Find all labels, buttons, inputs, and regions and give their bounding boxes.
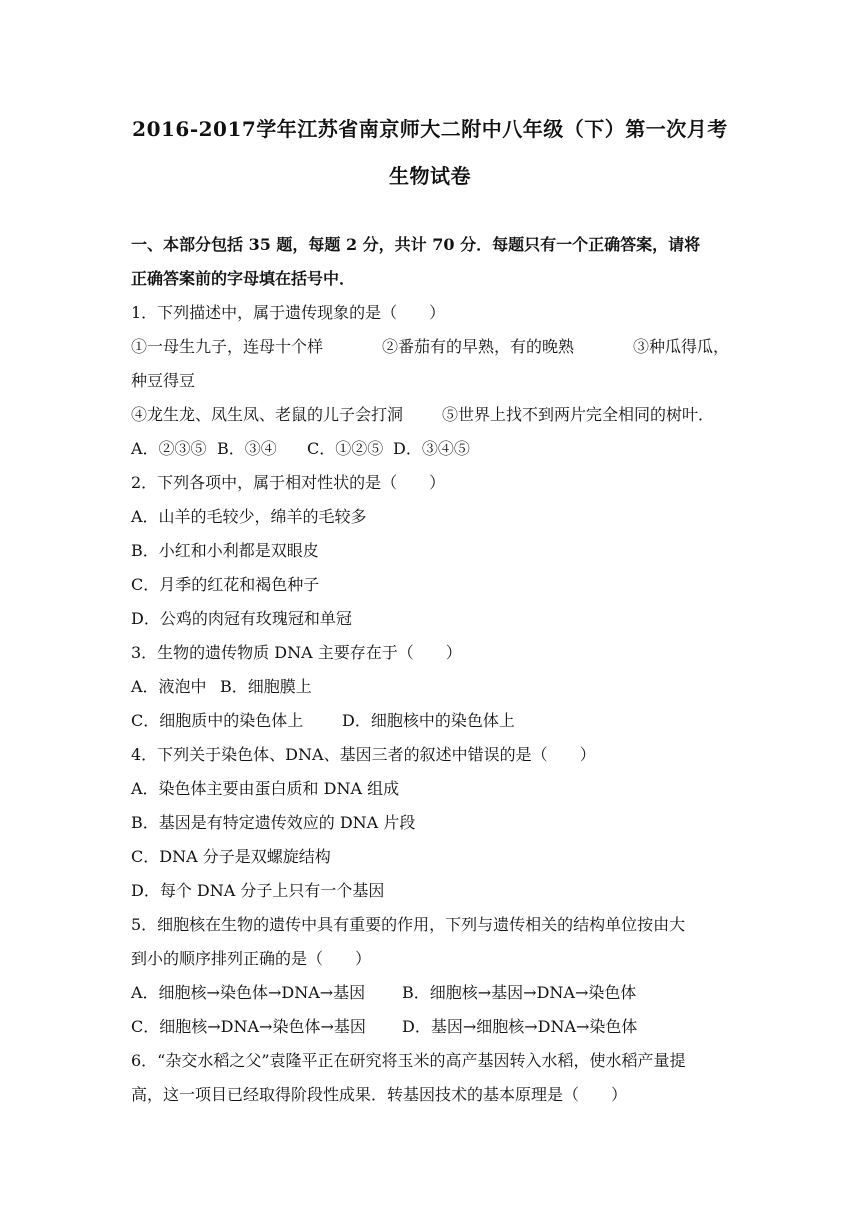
exam-title-line2: 生物试卷 [389, 164, 471, 188]
section-heading-line1: 一、本部分包括 35 题，每题 2 分，共计 70 分．每题只有一个正确答案，请将 [131, 235, 701, 254]
q3-option-b: B．细胞膜上 [220, 677, 312, 696]
exam-title-line1: 2016-2017学年江苏省南京师大二附中八年级（下）第一次月考 [132, 117, 728, 141]
q1-option-c: C．①②⑤ [307, 439, 384, 458]
q5-option-c: C．细胞核→DNA→染色体→基因 [131, 1017, 366, 1036]
q5-stem-line2: 到小的顺序排列正确的是（ ） [131, 949, 372, 968]
q1-item3-cont: 种豆得豆 [131, 371, 196, 390]
q6-stem-line1: 6．“杂交水稻之父”袁隆平正在研究将玉米的高产基因转入水稻，使水稻产量提 [131, 1051, 686, 1070]
q4-option-a: A．染色体主要由蛋白质和 DNA 组成 [131, 779, 400, 798]
q4-option-d: D．每个 DNA 分子上只有一个基因 [131, 881, 385, 900]
q3-option-c: C．细胞质中的染色体上 [131, 711, 304, 730]
q1-option-b: B．③④ [217, 439, 277, 458]
section-heading-line2: 正确答案前的字母填在括号中． [131, 269, 356, 288]
q1-item4: ④龙生龙、凤生凤、老鼠的儿子会打洞 [131, 405, 404, 424]
q1-stem: 1．下列描述中，属于遗传现象的是（ ） [131, 303, 446, 322]
q4-stem: 4．下列关于染色体、DNA、基因三者的叙述中错误的是（ ） [131, 745, 596, 764]
q2-stem: 2．下列各项中，属于相对性状的是（ ） [131, 473, 446, 492]
q1-option-d: D．③④⑤ [393, 439, 470, 458]
q3-option-d: D．细胞核中的染色体上 [342, 711, 515, 730]
q1-item2: ②番茄有的早熟，有的晚熟 [382, 337, 575, 356]
q4-option-b: B．基因是有特定遗传效应的 DNA 片段 [131, 813, 416, 832]
q1-item3: ③种瓜得瓜， [633, 337, 730, 356]
q4-option-c: C．DNA 分子是双螺旋结构 [131, 847, 331, 866]
q1-item5: ⑤世界上找不到两片完全相同的树叶． [442, 405, 715, 424]
q5-option-b: B．细胞核→基因→DNA→染色体 [402, 983, 637, 1002]
q2-option-b: B．小红和小利都是双眼皮 [131, 541, 319, 560]
q5-option-d: D．基因→细胞核→DNA→染色体 [402, 1017, 638, 1036]
q3-stem: 3．生物的遗传物质 DNA 主要存在于（ ） [131, 643, 462, 662]
q2-option-c: C．月季的红花和褐色种子 [131, 575, 320, 594]
q2-option-a: A．山羊的毛较少，绵羊的毛较多 [131, 507, 367, 526]
q3-option-a: A．液泡中 [131, 677, 207, 696]
q1-option-a: A．②③⑤ [131, 439, 207, 458]
q6-stem-line2: 高，这一项目已经取得阶段性成果．转基因技术的基本原理是（ ） [131, 1085, 628, 1104]
q1-item1: ①一母生九子，连母十个样 [131, 337, 324, 356]
q5-option-a: A．细胞核→染色体→DNA→基因 [131, 983, 366, 1002]
q5-stem-line1: 5．细胞核在生物的遗传中具有重要的作用，下列与遗传相关的结构单位按由大 [131, 915, 686, 934]
q2-option-d: D．公鸡的肉冠有玫瑰冠和单冠 [131, 609, 352, 628]
